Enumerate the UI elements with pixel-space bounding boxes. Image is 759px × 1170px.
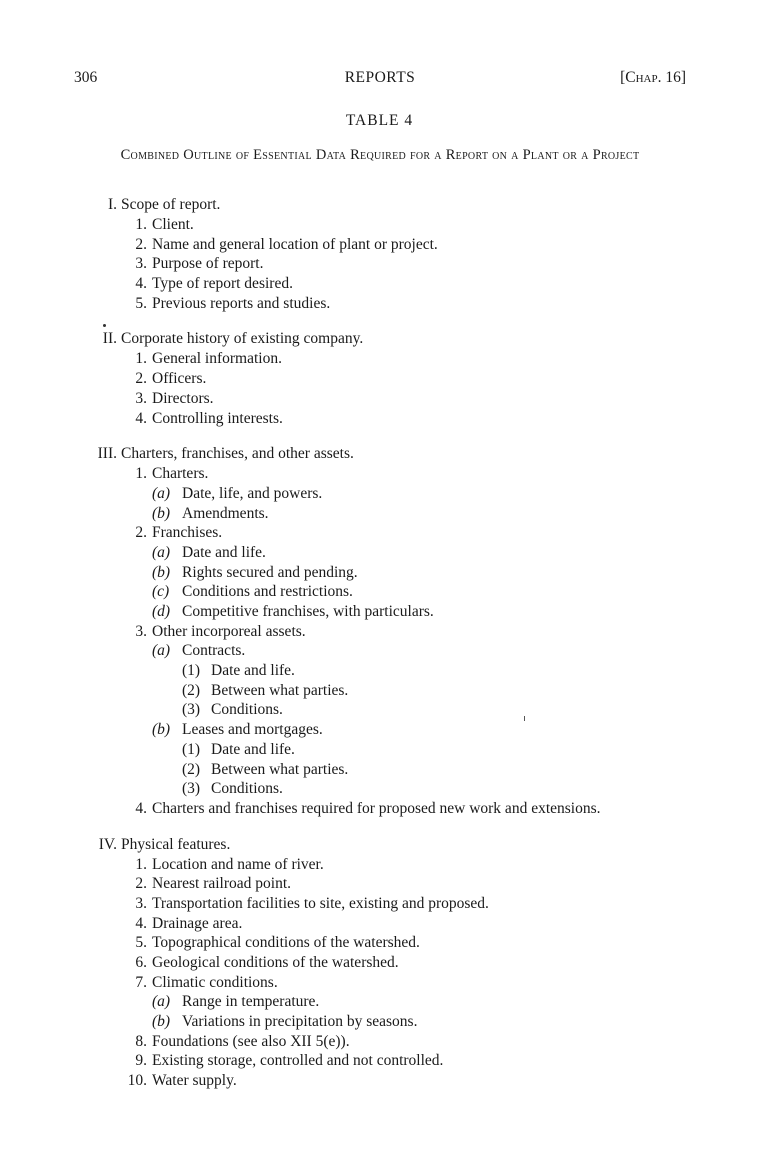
outline-item (0, 274, 759, 294)
subsubitem-number: (1) (182, 662, 201, 680)
subsubitem-number: (3) (182, 701, 201, 719)
item-number: 3. (135, 389, 147, 407)
item-number: 1. (135, 216, 147, 233)
outline-subsubitem (0, 760, 759, 780)
item-text: Location and name of river. (152, 855, 324, 873)
subitem-letter: (b) (152, 563, 171, 581)
outline-subitem (0, 641, 759, 661)
subitem-letter: (a) (152, 484, 171, 502)
outline-subsubitem (0, 661, 759, 681)
item-number: 7. (135, 973, 147, 991)
outline-section-physical-features (0, 835, 759, 1091)
section-title: Charters, franchises, and other assets. (121, 445, 354, 463)
item-text: Previous reports and studies. (152, 294, 331, 312)
item-text: Type of report desired. (152, 275, 293, 293)
subitem-text: Range in temperature. (182, 993, 320, 1011)
outline-item (0, 855, 759, 875)
subsubitem-number: (2) (182, 681, 201, 699)
subitem-text: Rights secured and pending. (182, 563, 358, 581)
outline (0, 195, 759, 1091)
item-number: 4. (135, 799, 147, 817)
outline-item (0, 349, 759, 369)
item-text: Franchises. (152, 524, 223, 542)
section-title: Physical features. (121, 835, 231, 853)
item-number: 9. (135, 1052, 147, 1070)
item-text: Climatic conditions. (152, 973, 278, 991)
section-number: I. (107, 196, 117, 213)
table-title: TABLE 4 (345, 112, 414, 129)
subitem-text: Date, life, and powers. (182, 484, 323, 502)
item-number: 5. (135, 294, 147, 312)
item-number: 2. (135, 370, 147, 388)
section-heading (0, 444, 759, 464)
outline-item (0, 254, 759, 274)
subsubitem-number: (1) (182, 740, 201, 758)
outline-item (0, 799, 759, 819)
section-number: II. (102, 330, 117, 348)
item-text: Geological conditions of the watershed. (152, 954, 399, 971)
outline-item (0, 973, 759, 993)
outline-subsubitem (0, 700, 759, 720)
item-number: 2. (135, 875, 147, 893)
item-number: 3. (135, 622, 147, 640)
item-text: Name and general location of plant or project. (152, 235, 438, 253)
subitem-letter: (a) (152, 642, 171, 660)
item-number: 8. (135, 1032, 147, 1050)
item-number: 10. (127, 1072, 147, 1090)
outline-subitem (0, 504, 759, 524)
running-head (74, 68, 686, 88)
item-number: 6. (135, 954, 147, 971)
outline-subitem (0, 484, 759, 504)
item-text: Charters. (152, 465, 209, 483)
subitem-letter: (a) (152, 993, 171, 1011)
subitem-text: Variations in precipitation by seasons. (182, 1013, 418, 1031)
section-number: IV. (98, 835, 117, 853)
subitem-text: Competitive franchises, with particulars. (182, 603, 434, 620)
item-text: Water supply. (152, 1072, 237, 1090)
item-text: Controlling interests. (152, 409, 283, 427)
section-heading (0, 195, 759, 215)
page-number: 306 (74, 69, 98, 86)
subitem-letter: (b) (152, 1013, 171, 1031)
outline-subsubitem (0, 779, 759, 799)
subitem-text: Leases and mortgages. (182, 721, 323, 739)
item-text: General information. (152, 350, 282, 368)
outline-item (0, 294, 759, 314)
outline-item (0, 874, 759, 894)
item-text: Directors. (152, 389, 214, 407)
subsubitem-text: Date and life. (211, 740, 295, 758)
outline-subitem (0, 543, 759, 563)
table-caption: Combined Outline of Essential Data Required for a Report on a Plant or a Project (120, 147, 640, 163)
subitem-text: Conditions and restrictions. (182, 583, 353, 601)
subitem-text: Contracts. (182, 642, 246, 660)
outline-section-scope (0, 195, 759, 313)
outline-item (0, 369, 759, 389)
item-number: 3. (135, 894, 147, 912)
item-text: Transportation facilities to site, existing and proposed. (152, 894, 489, 912)
subsubitem-text: Conditions. (211, 780, 283, 798)
section-heading (0, 835, 759, 855)
outline-item (0, 894, 759, 914)
outline-section-corporate-history (0, 329, 759, 428)
item-text: Topographical conditions of the watershed. (152, 934, 420, 952)
item-text: Existing storage, controlled and not controlled. (152, 1052, 444, 1070)
subsubitem-text: Conditions. (211, 701, 283, 719)
item-text: Nearest railroad point. (152, 875, 292, 893)
outline-item (0, 933, 759, 953)
outline-item (0, 464, 759, 484)
subsubitem-text: Between what parties. (211, 760, 349, 778)
outline-item (0, 914, 759, 934)
item-number: 4. (135, 409, 147, 427)
item-number: 1. (135, 350, 147, 368)
item-number: 2. (135, 524, 147, 542)
subsubitem-text: Date and life. (211, 662, 295, 680)
outline-item (0, 953, 759, 973)
outline-item (0, 1032, 759, 1052)
subsubitem-number: (3) (182, 780, 201, 798)
outline-item (0, 622, 759, 642)
item-text: Other incorporeal assets. (152, 622, 306, 640)
item-number: 1. (135, 855, 147, 873)
item-text: Drainage area. (152, 914, 243, 932)
outline-item (0, 235, 759, 255)
outline-subitem (0, 582, 759, 602)
item-number: 2. (135, 235, 147, 253)
subsubitem-text: Between what parties. (211, 681, 349, 699)
outline-item (0, 523, 759, 543)
subitem-letter: (b) (152, 721, 171, 739)
item-text: Charters and franchises required for proposed new work and extensions. (152, 799, 601, 817)
item-number: 5. (135, 934, 147, 952)
subitem-letter: (d) (152, 603, 171, 620)
subitem-letter: (c) (152, 583, 170, 601)
outline-item (0, 389, 759, 409)
outline-subitem (0, 1012, 759, 1032)
outline-item (0, 1071, 759, 1091)
outline-item (0, 1051, 759, 1071)
item-text: Foundations (see also XII 5(e)). (152, 1032, 350, 1050)
section-heading (0, 329, 759, 349)
subitem-letter: (b) (152, 504, 171, 522)
item-text: Purpose of report. (152, 255, 264, 273)
item-number: 4. (135, 914, 147, 932)
section-title: Scope of report. (121, 196, 221, 213)
item-number: 1. (135, 465, 147, 483)
outline-subitem (0, 602, 759, 622)
outline-section-charters (0, 444, 759, 818)
outline-item (0, 409, 759, 429)
outline-subitem (0, 563, 759, 583)
item-text: Officers. (152, 370, 207, 388)
section-title: Corporate history of existing company. (121, 330, 364, 348)
outline-subsubitem (0, 681, 759, 701)
running-title: REPORTS (344, 69, 416, 86)
item-number: 4. (135, 275, 147, 293)
outline-item (0, 215, 759, 235)
outline-subitem (0, 720, 759, 740)
section-number: III. (97, 445, 117, 463)
subitem-text: Amendments. (182, 504, 269, 522)
item-text: Client. (152, 216, 194, 233)
outline-subitem (0, 992, 759, 1012)
outline-subsubitem (0, 740, 759, 760)
subsubitem-number: (2) (182, 760, 201, 778)
subitem-letter: (a) (152, 543, 171, 561)
subitem-text: Date and life. (182, 543, 266, 561)
chapter-reference: [Chap. 16] (620, 69, 686, 86)
item-number: 3. (135, 255, 147, 273)
